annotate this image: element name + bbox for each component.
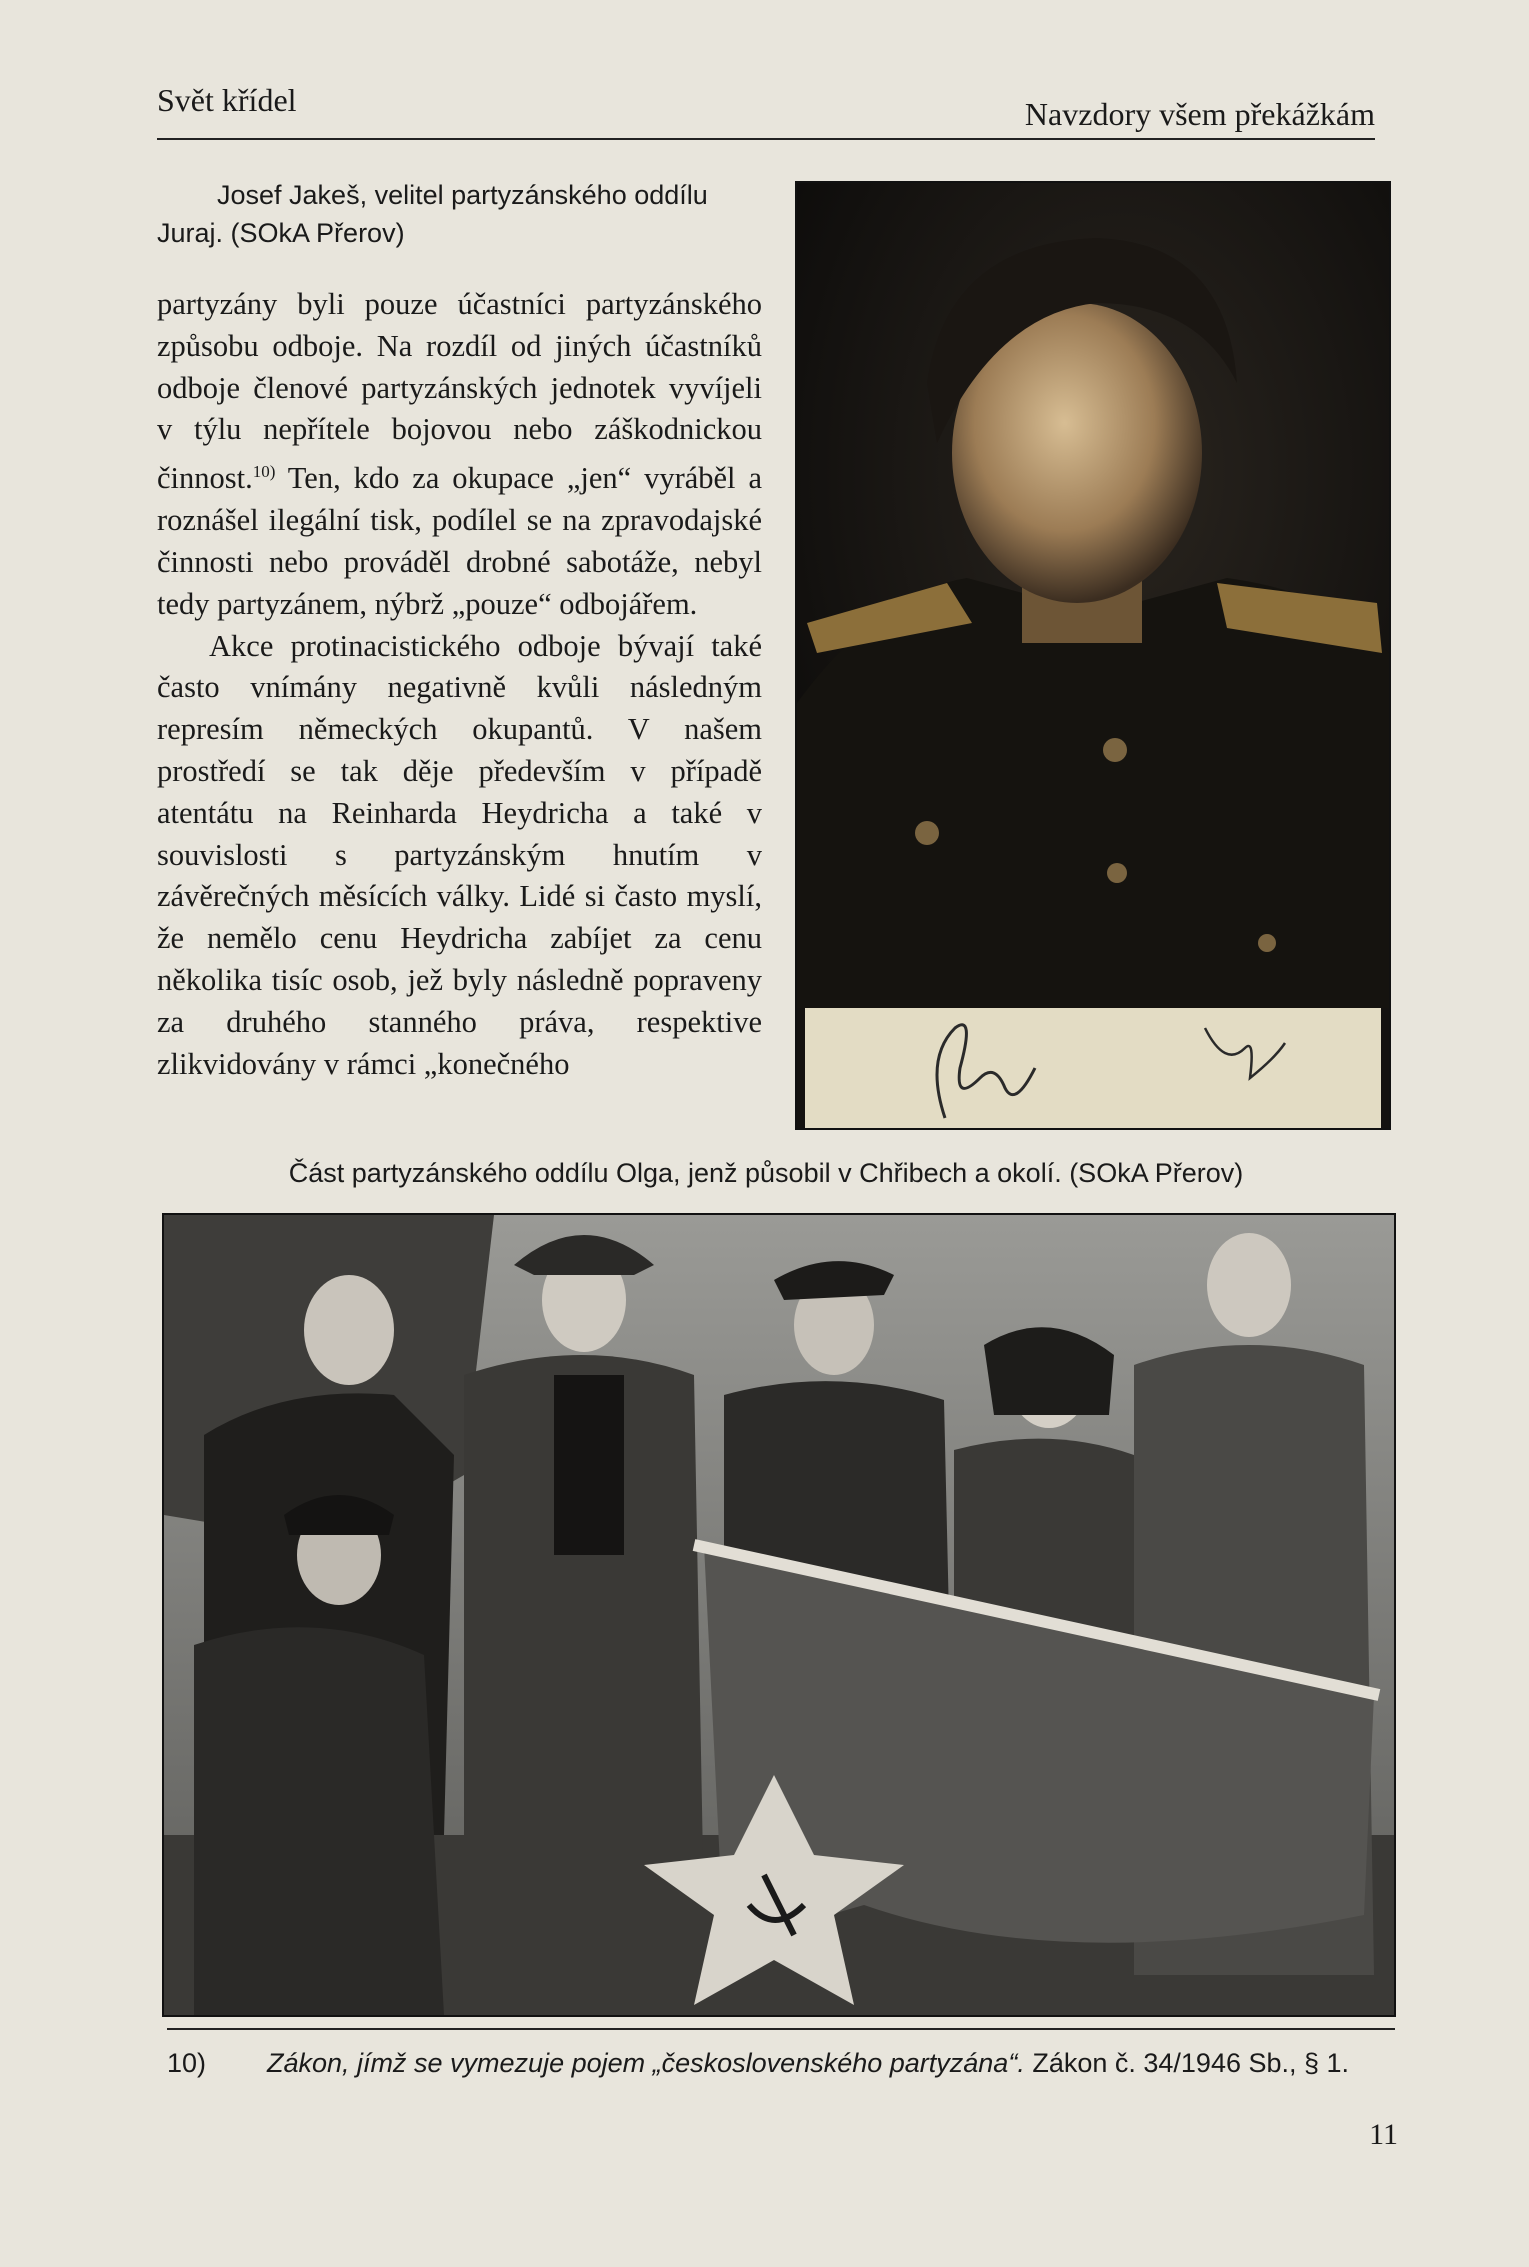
paragraph-1: [157, 284, 762, 626]
group-photo: [162, 1213, 1396, 2017]
group-photo-image: [164, 1215, 1394, 2015]
portrait-caption: Josef Jakeš, velitel partyzánského oddílu Juraj. (SOkA Přerov): [157, 180, 708, 248]
footnote-ref: 10): [252, 462, 276, 482]
portrait-image: [797, 183, 1389, 1008]
body-text: [157, 284, 762, 1085]
footnote-text: Zákon č. 34/1946 Sb., § 1.: [1024, 2048, 1350, 2078]
signature-strip: [805, 1008, 1381, 1128]
footnote: [167, 2048, 1395, 2079]
page-number: 11: [1369, 2118, 1398, 2151]
page-header: [157, 78, 1375, 140]
group-photo-caption: Část partyzánského oddílu Olga, jenž působil v Chřibech a okolí. (SOkA Přerov): [288, 1158, 1244, 1188]
footnote-rule: [167, 2028, 1395, 2030]
paragraph-1-part-a: partyzány byli pouze účastníci partyzánského způsobu odboje. Na rozdíl od jiných účastníků odboje členové partyzánských jednotek vyvíjeli v týlu nepřítele bojovou nebo záškodnickou činnost.: [157, 287, 762, 496]
running-head-right: Navzdory všem překážkám: [1024, 96, 1375, 132]
running-head-left: Svět křídel: [157, 82, 297, 118]
footnote-text-italic: Zákon, jímž se vymezuje pojem „československého partyzána“.: [267, 2048, 1025, 2078]
paragraph-1-part-b: Ten, kdo za okupace „jen“ vyráběl a roznášel ilegální tisk, podílel se na zpravodajské činnosti nebo prováděl drobné sabotáže, nebyl tedy partyzánem, nýbrž „pouze“ odbojářem.: [157, 461, 762, 621]
footnote-number: 10): [167, 2048, 207, 2078]
handwritten-signature: [805, 1008, 1381, 1128]
portrait-photo: [795, 181, 1391, 1130]
paragraph-2: Akce protinacistického odboje bývají také často vnímány negativně kvůli následným represím německých okupantů. V našem prostředí se tak děje především v případě atentátu na Reinharda Heydricha a také v souvislosti s partyzánským hnutím v závěrečných měsících války. Lidé si často myslí, že nemělo cenu Heydricha zabíjet za cenu několika tisíc osob, jež byly následně popraveny za druhého stanného práva, respektive zlikvidovány v rámci „konečného: [157, 628, 762, 1081]
